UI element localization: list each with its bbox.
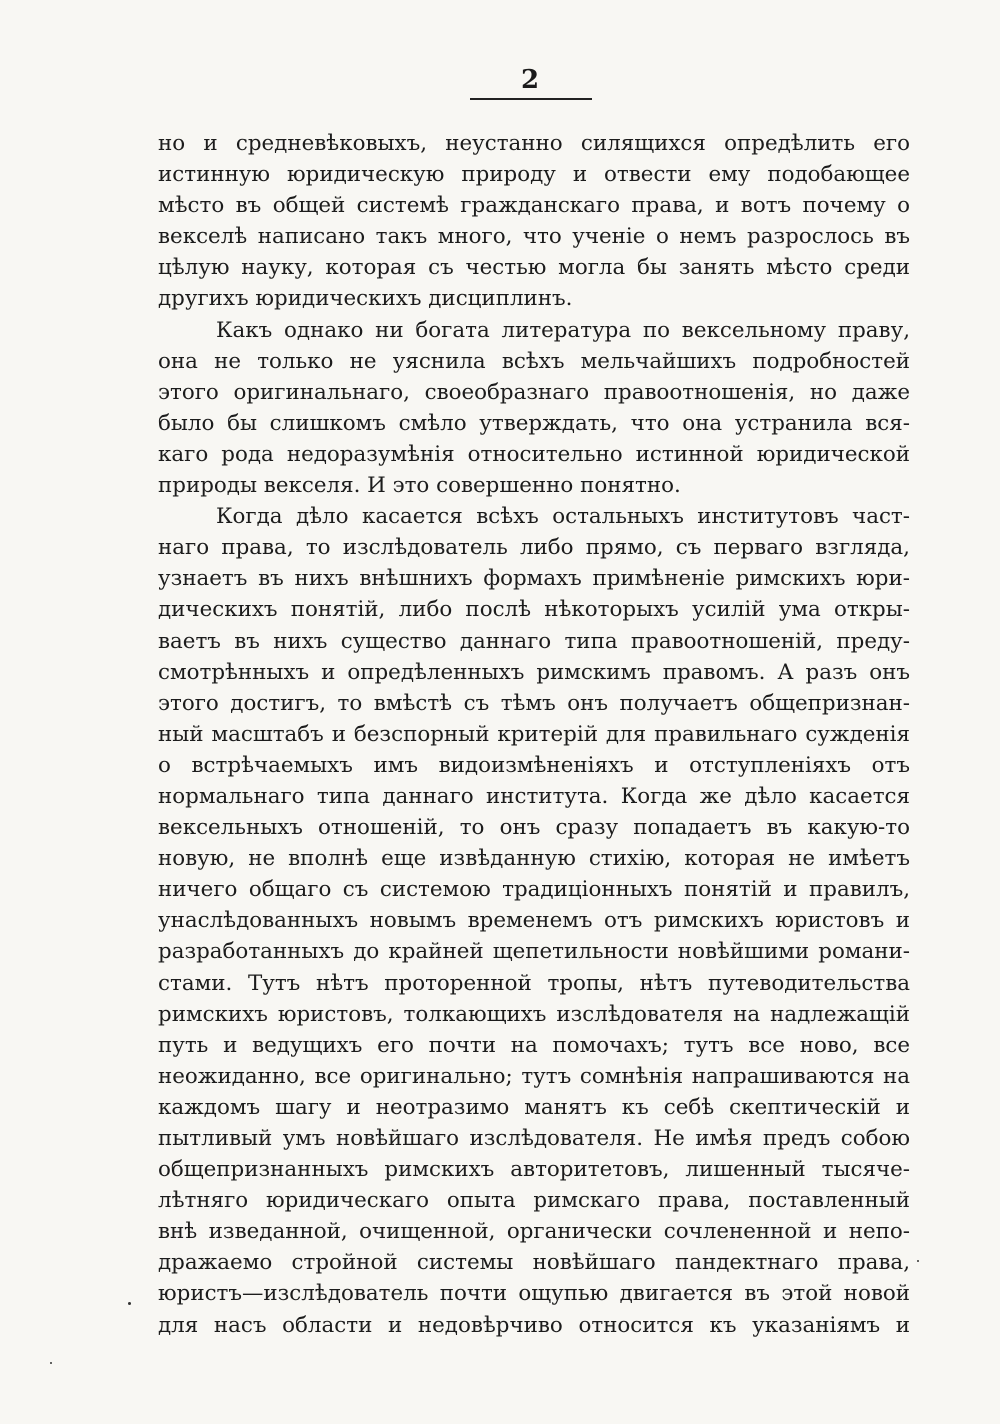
text-line: ваетъ въ нихъ существо даннаго типа правоотношеній, преду- bbox=[158, 628, 910, 654]
text-line: стами. Тутъ нѣтъ проторенной тропы, нѣтъ путеводительства bbox=[158, 970, 910, 996]
text-line: римскихъ юристовъ, толкающихъ изслѣдователя на надлежащій bbox=[158, 1001, 910, 1027]
text-line: каждомъ шагу и неотразимо манятъ къ себѣ скептическій и bbox=[158, 1094, 910, 1120]
text-line: общепризнанныхъ римскихъ авторитетовъ, лишенный тысяче- bbox=[158, 1157, 910, 1183]
text-line: путь и ведущихъ его почти на помочахъ; тутъ все ново, все bbox=[158, 1032, 910, 1058]
text-line: нормальнаго типа даннаго института. Когда же дѣло касается bbox=[158, 783, 910, 809]
text-line: мѣсто въ общей системѣ гражданскаго права, и вотъ почему о bbox=[158, 193, 910, 219]
text-line: новую, не вполнѣ еще извѣданную стихію, которая не имѣетъ bbox=[158, 846, 910, 872]
text-line: лѣтняго юридическаго опыта римскаго права, поставленный bbox=[158, 1188, 910, 1214]
text-line: векселѣ написано такъ много, что ученіе о немъ разрослось въ bbox=[158, 224, 910, 250]
text-line: наго права, то изслѣдователь либо прямо, съ перваго взгляда, bbox=[158, 535, 910, 561]
text-line: разработанныхъ до крайней щепетильности новѣйшими романи- bbox=[158, 939, 910, 965]
text-line: для насъ области и недовѣрчиво относится къ указаніямъ и bbox=[158, 1312, 910, 1338]
body-text bbox=[158, 128, 910, 1341]
text-line: ный масштабъ и безспорный критерій для правильнаго сужденія bbox=[158, 721, 910, 747]
text-line: этого достигъ, то вмѣстѣ съ тѣмъ онъ получаетъ общепризнан- bbox=[158, 690, 910, 716]
text-line: унаслѣдованныхъ новымъ временемъ отъ римскихъ юристовъ и bbox=[158, 908, 910, 934]
text-line: неожиданно, все оригинально; тутъ сомнѣнія напрашиваются на bbox=[158, 1063, 910, 1089]
text-line: Какъ однако ни богата литература по вексельному праву, bbox=[216, 317, 910, 343]
text-line: но и средневѣковыхъ, неустанно силящихся опредѣлить его bbox=[158, 131, 910, 156]
text-line: пытливый умъ новѣйшаго изслѣдователя. Не имѣя предъ собою bbox=[158, 1126, 910, 1151]
text-line: ничего общаго съ системою традиціонныхъ понятій и правилъ, bbox=[158, 877, 910, 903]
header-rule bbox=[470, 98, 592, 100]
text-line: Когда дѣло касается всѣхъ остальныхъ институтовъ част- bbox=[216, 504, 910, 530]
text-line: истинную юридическую природу и отвести ему подобающее bbox=[158, 162, 910, 188]
text-line: природы векселя. И это совершенно понятно. bbox=[158, 473, 681, 499]
text-line: этого оригинальнаго, своеобразнаго правоотношенія, но даже bbox=[158, 379, 910, 405]
ink-speck bbox=[917, 1260, 919, 1262]
text-line: она не только не уяснила всѣхъ мельчайшихъ подробностей bbox=[158, 348, 910, 374]
text-line: дражаемо стройной системы новѣйшаго пандектнаго права, bbox=[158, 1250, 910, 1276]
text-line: юристъ—изслѣдователь почти ощупью двигается въ этой новой bbox=[158, 1281, 910, 1307]
page-number: 2 bbox=[520, 65, 540, 95]
text-line: вексельныхъ отношеній, то онъ сразу попадаетъ въ какую-то bbox=[158, 815, 910, 841]
ink-speck bbox=[128, 1302, 131, 1305]
text-line: цѣлую науку, которая съ честью могла бы занять мѣсто среди bbox=[158, 255, 910, 281]
text-line: узнаетъ въ нихъ внѣшнихъ формахъ примѣненіе римскихъ юри- bbox=[158, 566, 910, 592]
text-line: каго рода недоразумѣнія относительно истинной юридической bbox=[158, 441, 910, 467]
text-line: другихъ юридическихъ дисциплинъ. bbox=[158, 286, 573, 312]
text-line: дическихъ понятій, либо послѣ нѣкоторыхъ усилій ума откры- bbox=[158, 597, 910, 623]
text-line: было бы слишкомъ смѣло утверждать, что она устранила вся- bbox=[158, 410, 910, 436]
ink-speck bbox=[50, 1362, 52, 1364]
text-line: смотрѣнныхъ и опредѣленныхъ римскимъ правомъ. А разъ онъ bbox=[158, 659, 910, 685]
text-line: внѣ изведанной, очищенной, органически сочлененной и непо- bbox=[158, 1219, 910, 1245]
text-line: о встрѣчаемыхъ имъ видоизмѣненіяхъ и отступленіяхъ отъ bbox=[158, 752, 910, 778]
